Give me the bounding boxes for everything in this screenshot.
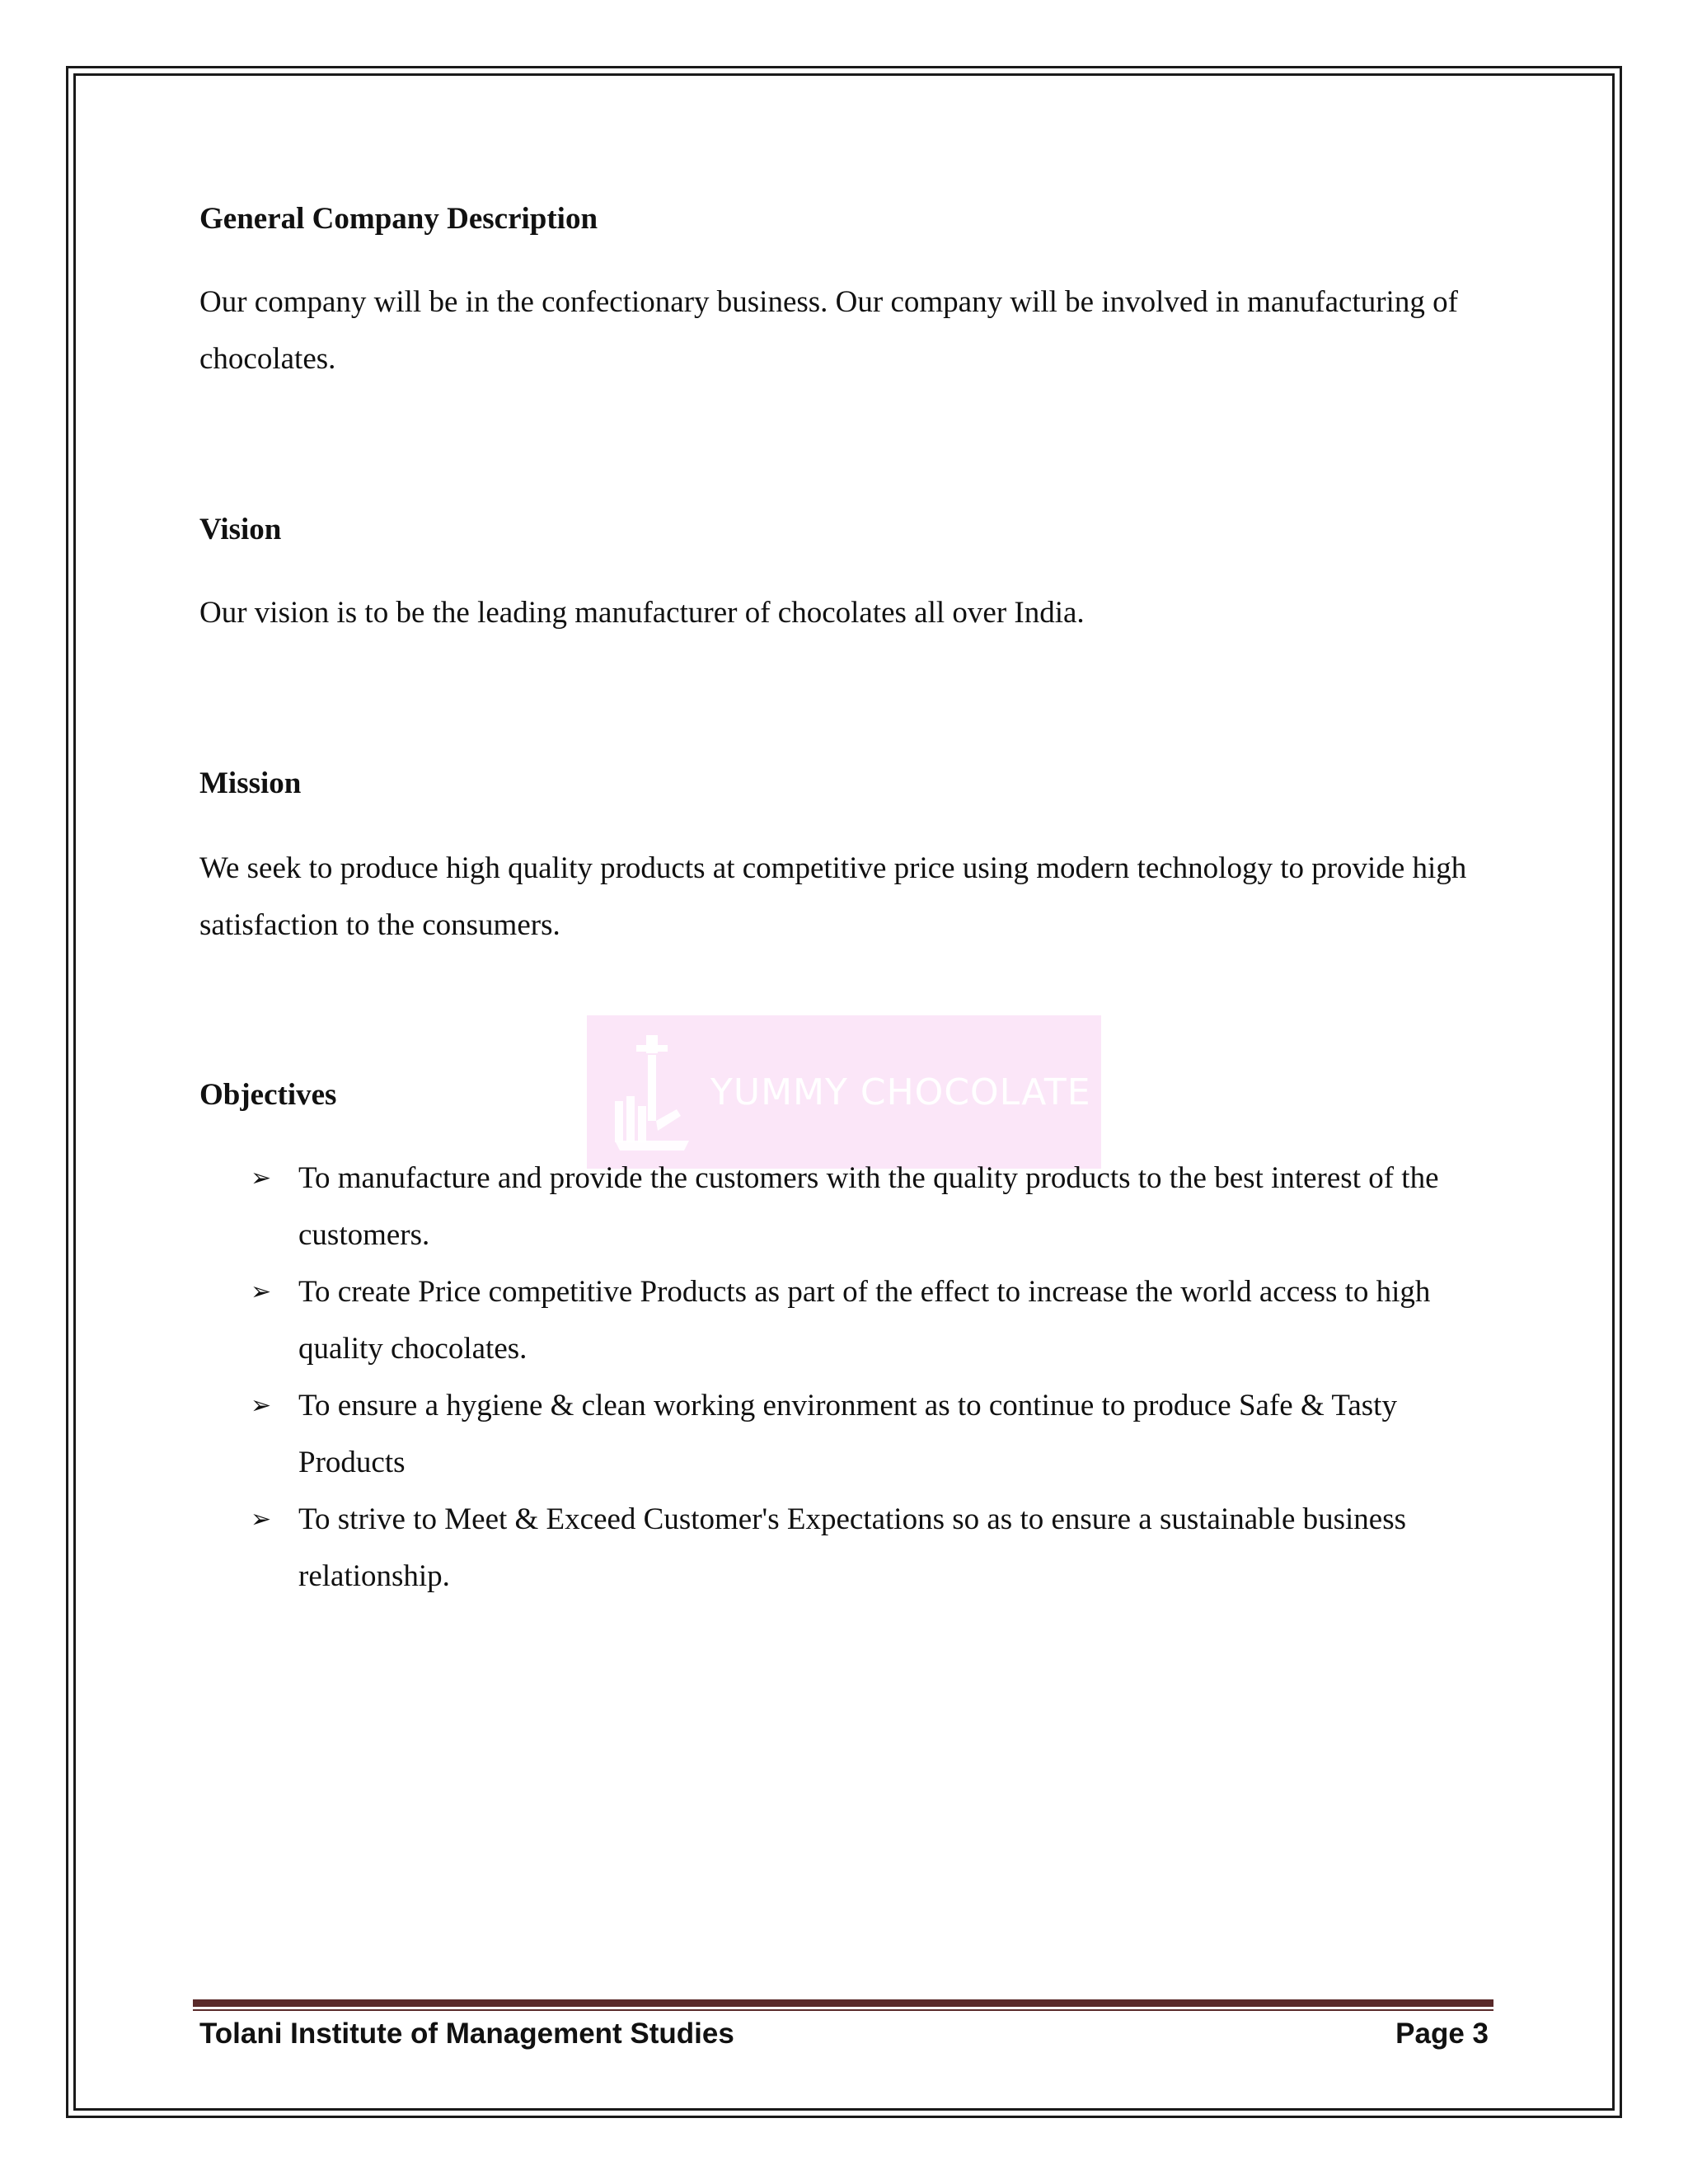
footer-rule-thick [193,1999,1493,2007]
watermark-text: YUMMY CHOCOLATE [710,1071,1091,1113]
list-item [199,1150,1502,1263]
arrow-bullet-icon: ➢ [251,1164,272,1193]
arrow-bullet-icon: ➢ [251,1277,272,1306]
heading-vision: Vision [199,513,282,546]
heading-company-description: General Company Description [199,202,598,236]
mission-text: We seek to produce high quality products at competitive price using modern technology to provide high satisfaction to the consumers. [199,851,1467,942]
watermark-logo [587,1015,1101,1169]
vision-text: Our vision is to be the leading manufacturer of chocolates all over India. [199,596,1085,630]
arrow-bullet-icon: ➢ [251,1391,272,1420]
objective-text: To create Price competitive Products as part of the effect to increase the world access to high quality chocolates. [298,1275,1431,1366]
list-item [199,1263,1502,1377]
footer-page-number: Page 3 [1395,2018,1489,2050]
objective-text: To strive to Meet & Exceed Customer's Expectations so as to ensure a sustainable business relationship. [298,1502,1407,1593]
arrow-bullet-icon: ➢ [251,1505,272,1534]
watermark-figure-icon [598,1027,706,1159]
heading-objectives: Objectives [199,1078,337,1112]
heading-mission: Mission [199,766,302,800]
objective-text: To ensure a hygiene & clean working environment as to continue to produce Safe & Tasty Products [298,1389,1397,1479]
footer-institute-name: Tolani Institute of Management Studies [199,2018,734,2050]
list-item [199,1491,1502,1605]
company-description-text: Our company will be in the confectionary business. Our company will be involved in manufacturing of chocolates. [199,285,1458,376]
footer-rule-thin [193,2009,1493,2011]
objectives-list [199,1150,1502,1605]
list-item [199,1377,1502,1491]
objective-text: To manufacture and provide the customers with the quality products to the best interest of the customers. [298,1161,1439,1252]
